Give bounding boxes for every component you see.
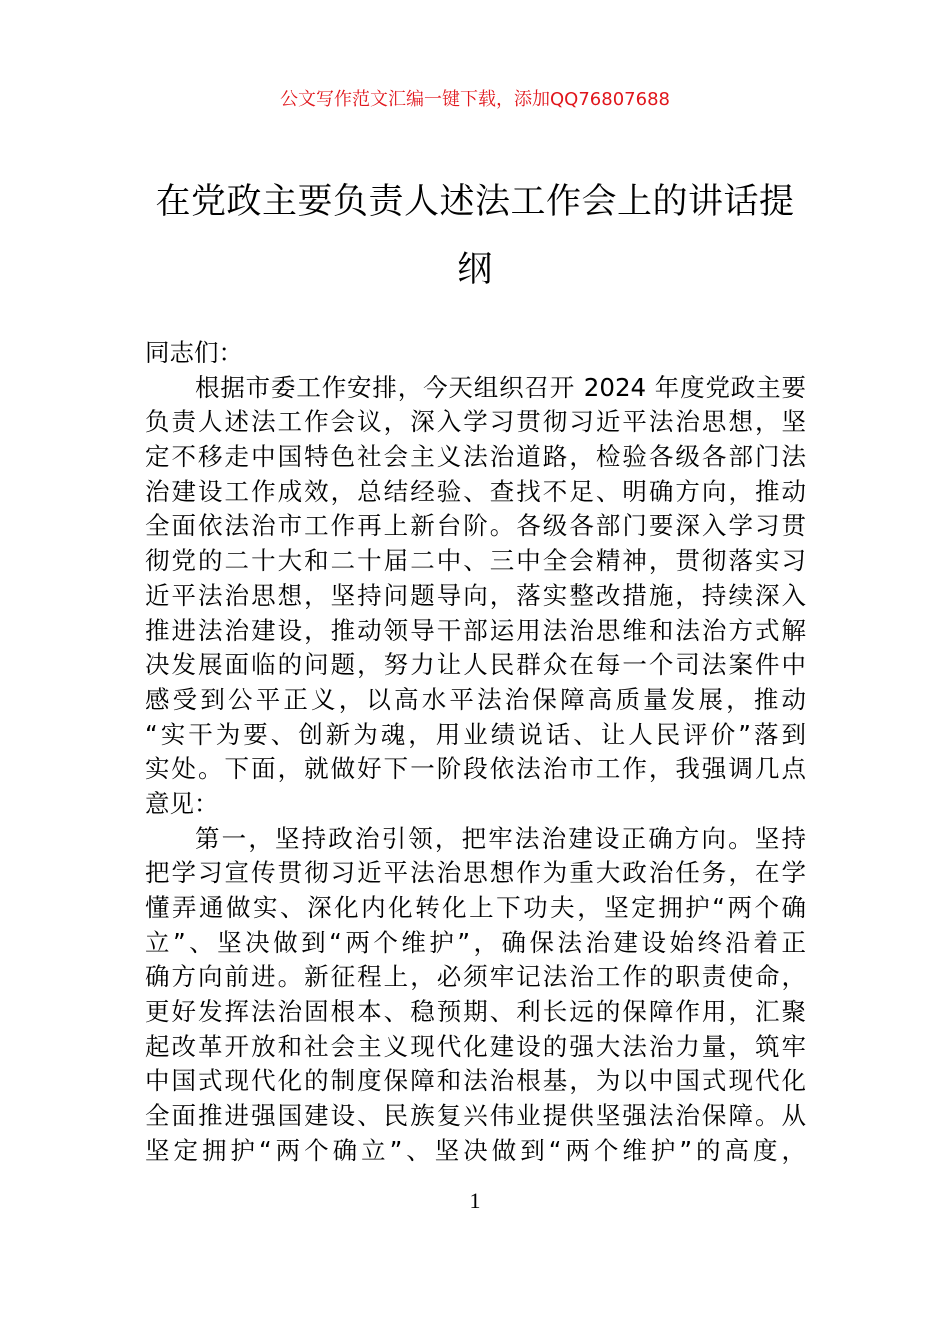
body-line: 定不移走中国特色社会主义法治道路，检验各级各部门法 — [145, 442, 806, 472]
document-title-line-2: 纲 — [457, 250, 493, 290]
body-line: 全面依法治市工作再上新台阶。各级各部门要深入学习贯 — [145, 511, 806, 541]
body-line: 负责人述法工作会议，深入学习贯彻习近平法治思想，坚 — [145, 407, 806, 437]
salutation: 同志们： — [145, 338, 243, 367]
body-line: 起改革开放和社会主义现代化建设的强大法治力量，筑牢 — [145, 1031, 806, 1061]
document-title-line-1: 在党政主要负责人述法工作会上的讲话提 — [155, 182, 795, 222]
body-line: 坚定拥护“两个确立”、坚决做到“两个维护”的高度， — [145, 1135, 806, 1165]
download-banner: 公文写作范文汇编一键下载，添加QQ76807688 — [280, 89, 670, 110]
body-line: 近平法治思想，坚持问题导向，落实整改措施，持续深入 — [145, 580, 806, 610]
body-line: 把学习宣传贯彻习近平法治思想作为重大政治任务，在学 — [145, 858, 806, 888]
body-line: 意见： — [145, 788, 219, 818]
body-line: 决发展面临的问题，努力让人民群众在每一个司法案件中 — [145, 650, 806, 680]
document-body — [145, 336, 806, 1169]
body-line: 立”、坚决做到“两个维护”，确保法治建设始终沿着正 — [145, 927, 806, 957]
body-line: 彻党的二十大和二十届二中、三中全会精神，贯彻落实习 — [145, 546, 806, 576]
body-line: 第一，坚持政治引领，把牢法治建设正确方向。坚持 — [195, 823, 806, 853]
body-line: 全面推进强国建设、民族复兴伟业提供坚强法治保障。从 — [145, 1101, 806, 1131]
body-line: 根据市委工作安排，今天组织召开 2024 年度党政主要 — [195, 372, 806, 402]
body-line: 治建设工作成效，总结经验、查找不足、明确方向，推动 — [145, 476, 806, 506]
body-line: 实处。下面，就做好下一阶段依法治市工作，我强调几点 — [145, 754, 806, 784]
body-line: “实干为要、创新为魂，用业绩说话、让人民评价”落到 — [145, 719, 806, 749]
body-line: 中国式现代化的制度保障和法治根基，为以中国式现代化 — [145, 1066, 806, 1096]
body-line: 推进法治建设，推动领导干部运用法治思维和法治方式解 — [145, 615, 806, 645]
body-line: 更好发挥法治固根本、稳预期、利长远的保障作用，汇聚 — [145, 997, 806, 1027]
body-line: 确方向前进。新征程上，必须牢记法治工作的职责使命， — [145, 962, 806, 992]
body-line: 懂弄通做实、深化内化转化上下功夫，坚定拥护“两个确 — [145, 893, 806, 922]
body-line: 感受到公平正义，以高水平法治保障高质量发展，推动 — [145, 684, 806, 714]
page-number: 1 — [469, 1188, 481, 1213]
